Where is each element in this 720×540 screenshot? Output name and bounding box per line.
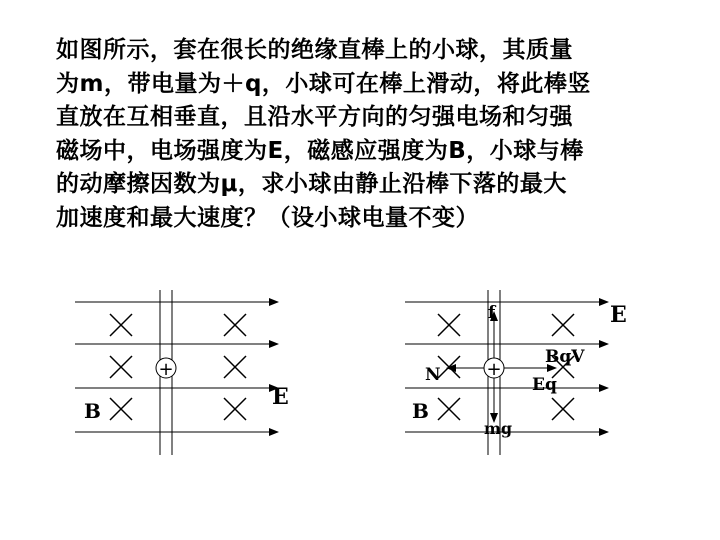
cross-icon [110,398,132,420]
charged-ball [484,358,504,380]
force-gravity-label: mg [484,419,513,438]
cross-icon [224,398,246,420]
cross-icon [224,314,246,336]
figure-right [405,290,627,455]
problem-line-6: 加速度和最大速度？（设小球电量不变） [56,204,479,231]
cross-icon [438,314,460,336]
field-b-label: B [84,399,101,423]
problem-line-5: 的动摩擦因数为μ，求小球由静止沿棒下落的最大 [56,171,567,197]
cross-icon [552,314,574,336]
cross-icon [438,398,460,420]
force-magnetic-label: BqV [545,347,585,367]
cross-icon [110,314,132,336]
field-e-label: E [272,384,289,410]
problem-line-3: 直放在互相垂直，且沿水平方向的匀强电场和匀强 [56,104,573,130]
charge-sign: + [486,359,502,380]
problem-line-2: 为m，带电量为＋q，小球可在棒上滑动，将此棒竖 [56,70,591,97]
force-friction-label: f [488,303,496,323]
cross-icon [438,356,460,378]
cross-icon [224,356,246,378]
charge-sign: + [158,359,174,380]
magnetic-field-crosses [110,314,246,420]
field-b-label: B [412,399,429,423]
problem-line-4: 磁场中，电场强度为E，磁感应强度为B，小球与棒 [56,137,584,164]
cross-icon [552,398,574,420]
force-electric-label: Eq [532,375,557,395]
field-e-label: E [610,302,627,328]
force-normal-label: N [425,365,441,385]
cross-icon [110,356,132,378]
magnetic-field-crosses [438,314,574,420]
figure-left [75,290,289,455]
problem-line-1: 如图所示，套在很长的绝缘直棒上的小球，其质量 [56,37,573,63]
electric-field-lines [75,302,278,432]
charged-ball [156,358,176,380]
